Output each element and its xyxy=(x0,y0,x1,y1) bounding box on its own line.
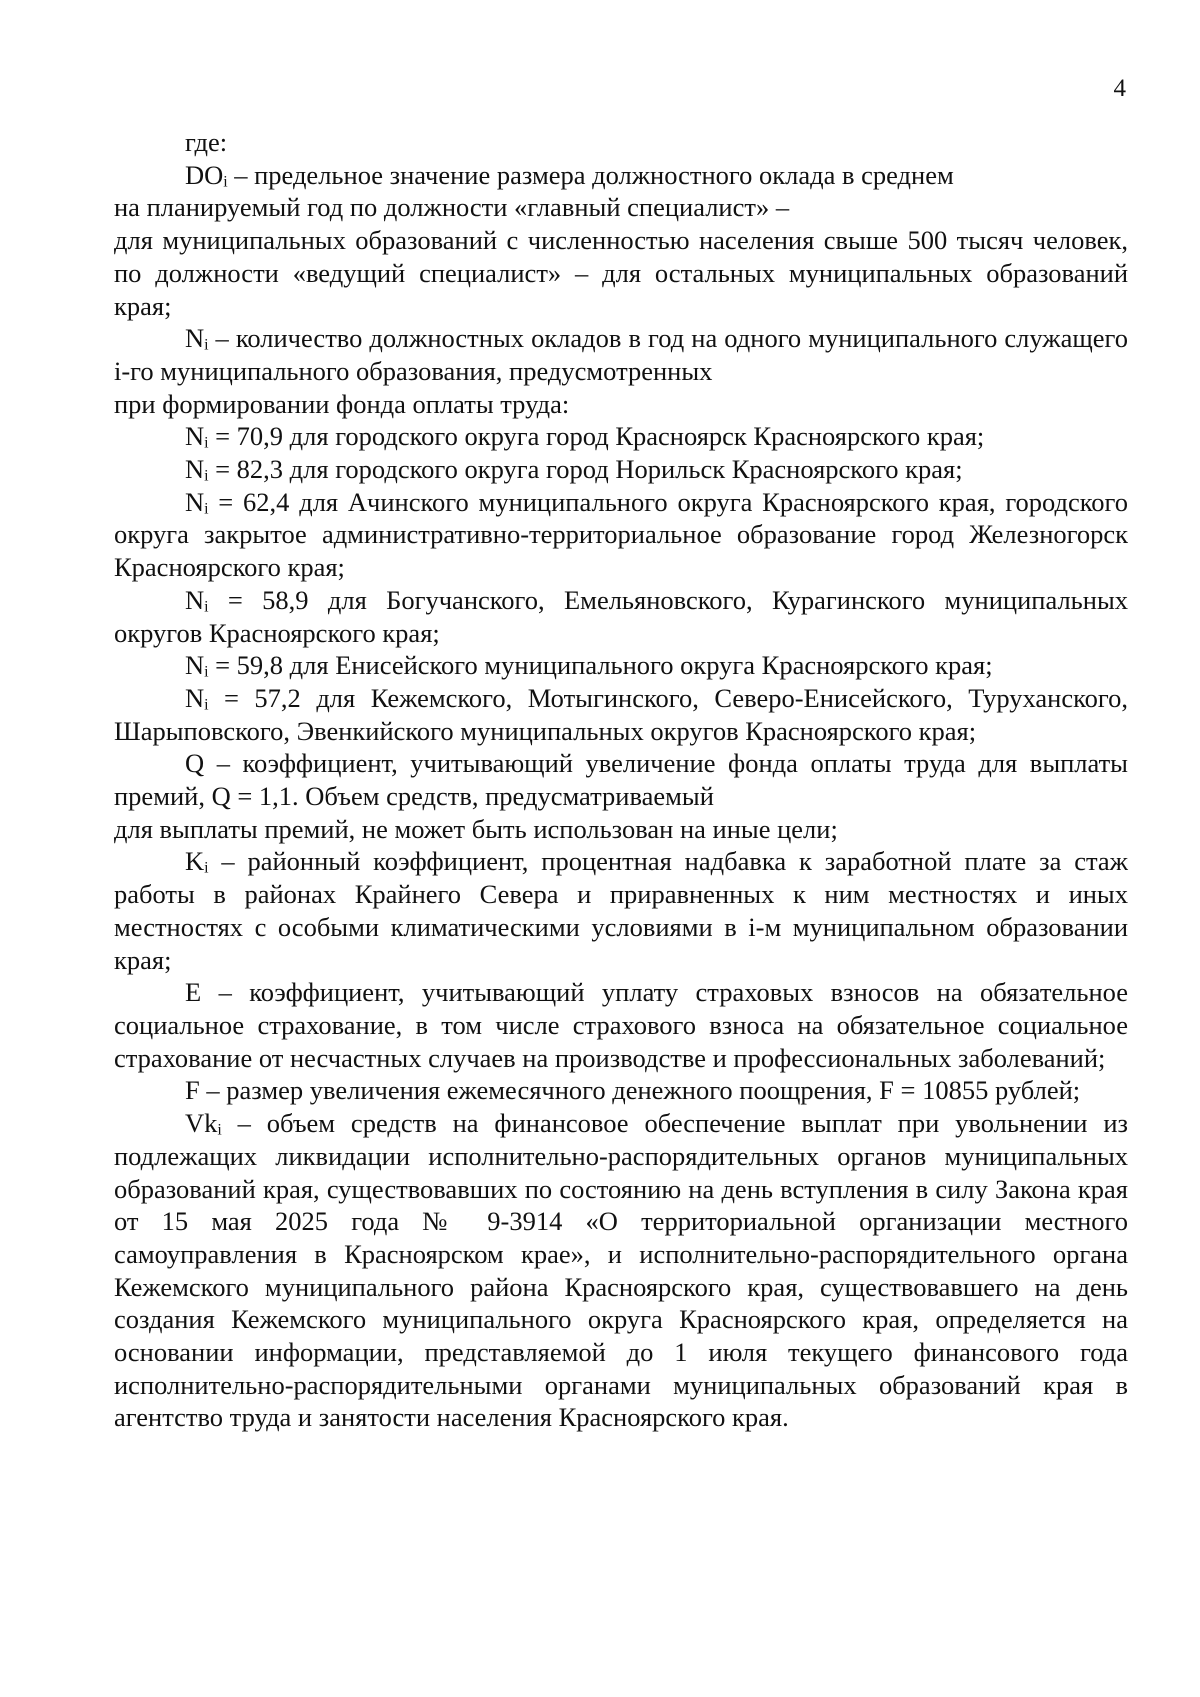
paragraph-where: где: xyxy=(185,127,228,157)
paragraph-ni-definition: Nᵢ – количество должностных окладов в год на одного муниципального служащего i-го муниципального образования, предусмотренных при формировании фонда оплаты труда: xyxy=(114,323,1128,419)
paragraph-ni-boguchany: Nᵢ = 58,9 для Богучанского, Емельяновского, Курагинского муниципальных округов Красноярского края; xyxy=(114,584,1135,648)
paragraph-q: Q – коэффициент, учитывающий увеличение фонда оплаты труда для выплаты премий, Q = 1,1. Объем средств, предусматриваемый для выплаты премий, не может быть использован на иные цели; xyxy=(114,748,1128,844)
paragraph-ni-norilsk: Nᵢ = 82,3 для городского округа город Норильск Красноярского края; xyxy=(185,454,963,485)
paragraph-f: F – размер увеличения ежемесячного денежного поощрения, F = 10855 рублей; xyxy=(185,1075,1081,1106)
paragraph-e: E – коэффициент, учитывающий уплату страховых взносов на обязательное социальное страхование, в том числе страхового взноса на обязательное социальное страхование от несчастных случаев на производстве и профессиональных заболеваний; xyxy=(114,977,1135,1073)
page-number: 4 xyxy=(1113,75,1126,102)
paragraph-ni-achinsk: Nᵢ = 62,4 для Ачинского муниципального округа Красноярского края, городского округа закрытое административно-территориальное образование город Железногорск Красноярского края; xyxy=(114,486,1135,583)
paragraph-ni-yeniseysk: Nᵢ = 59,8 для Енисейского муниципального округа Красноярского края; xyxy=(185,650,993,681)
paragraph-ni-kezhma: Nᵢ = 57,2 для Кежемского, Мотыгинского, Северо-Енисейского, Туруханского, Шарыповского, Эвенкийского муниципальных округов Красноярского края; xyxy=(114,682,1135,746)
paragraph-doi: DOᵢ – предельное значение размера должностного оклада в среднем на планируемый год по должности «главный специалист» – для муниципальных образований с численностью населения свыше 500 тысяч человек, по должности «ведущий специалист» – для остальных муниципальных образований края; xyxy=(114,159,1128,321)
paragraph-vki: Vkᵢ – объем средств на финансовое обеспечение выплат при увольнении из подлежащих ликвидации исполнительно-распорядительных органов муниципальных образований края, существовавших по состоянию на день вступления в силу Закона края от 15 мая 2025 года № 9-3914 «О территориальной организации местного самоуправления в Красноярском крае», и исполнительно-распорядительного органа Кежемского муниципального района Красноярского края, существовавшего на день создания Кежемского муниципального округа Красноярского края, определяется на основании информации, представляемой до 1 июля текущего финансового года исполнительно-распорядительными органами муниципальных образований края в агентство труда и занятости населения Красноярского края. xyxy=(114,1108,1135,1433)
paragraph-ki: Kᵢ – районный коэффициент, процентная надбавка к заработной плате за стаж работы в районах Крайнего Севера и приравненных к ним местностях и иных местностях с особыми климатическими условиями в i-м муниципальном образовании края; xyxy=(114,846,1135,975)
paragraph-ni-krasnoyarsk: Nᵢ = 70,9 для городского округа город Красноярск Красноярского края; xyxy=(185,421,985,452)
document-body xyxy=(114,126,1135,1434)
